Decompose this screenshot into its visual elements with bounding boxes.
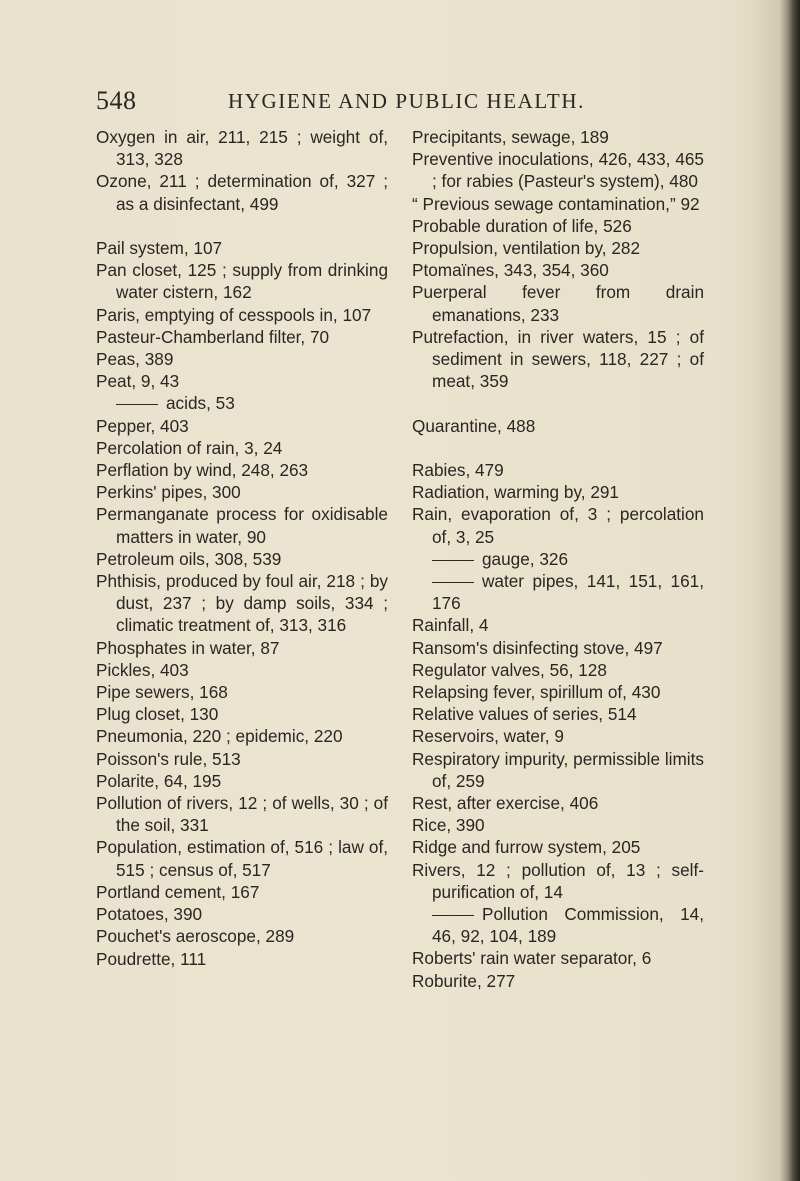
repeat-dash bbox=[432, 560, 474, 561]
index-entry bbox=[96, 437, 388, 459]
index-entry bbox=[412, 237, 704, 259]
index-entry-text: Perkins' pipes, 300 bbox=[96, 482, 241, 503]
index-entry-text: Phthisis, produced by foul air, 218 ; by dust, 237 ; by damp soils, 334 ; climatic treatment of, 313, 316 bbox=[96, 571, 388, 636]
index-entry bbox=[412, 148, 704, 192]
index-entry-text: Pouchet's aeroscope, 289 bbox=[96, 926, 295, 947]
index-entry-text: Potatoes, 390 bbox=[96, 904, 203, 925]
index-entry bbox=[96, 748, 388, 770]
index-entry bbox=[96, 925, 388, 947]
index-entry-text: Ptomaïnes, 343, 354, 360 bbox=[412, 260, 609, 281]
running-title: HYGIENE AND PUBLIC HEALTH. bbox=[228, 89, 585, 113]
index-entry bbox=[412, 259, 704, 281]
index-entry bbox=[96, 770, 388, 792]
index-entry-text: Ransom's disinfecting stove, 497 bbox=[412, 637, 663, 658]
index-entry bbox=[412, 836, 704, 858]
index-entry-text: Petroleum oils, 308, 539 bbox=[96, 548, 282, 569]
index-entry-text: Roburite, 277 bbox=[412, 970, 516, 991]
index-entry-text: acids, 53 bbox=[166, 393, 235, 414]
index-entry bbox=[412, 326, 704, 393]
index-entry-text: Pneumonia, 220 ; epidemic, 220 bbox=[96, 726, 343, 747]
index-entry bbox=[412, 814, 704, 836]
index-entry-text: Ridge and furrow system, 205 bbox=[412, 837, 641, 858]
index-entry bbox=[96, 637, 388, 659]
index-entry-text: Puerperal fever from drain emanations, 233 bbox=[412, 282, 704, 325]
index-entry-text: Poisson's rule, 513 bbox=[96, 748, 241, 769]
index-entry-text: Propulsion, ventilation by, 282 bbox=[412, 238, 641, 259]
index-column-left bbox=[96, 126, 388, 970]
index-entry bbox=[412, 126, 704, 148]
index-entry bbox=[96, 237, 388, 259]
index-entry bbox=[96, 170, 388, 214]
index-entry-text: Probable duration of life, 526 bbox=[412, 215, 632, 236]
index-entry bbox=[96, 126, 388, 170]
index-entry-text: Pan closet, 125 ; supply from drinking water cistern, 162 bbox=[96, 260, 388, 303]
index-entry bbox=[412, 548, 704, 570]
index-entry bbox=[96, 659, 388, 681]
index-entry-text: gauge, 326 bbox=[482, 548, 569, 569]
index-entry-text: Relapsing fever, spirillum of, 430 bbox=[412, 682, 661, 703]
index-entry-text: Relative values of series, 514 bbox=[412, 704, 637, 725]
index-entry-text: Rain, evaporation of, 3 ; percolation of, 3, 25 bbox=[412, 504, 704, 547]
index-entry-text: Quarantine, 488 bbox=[412, 415, 536, 436]
index-entry bbox=[96, 903, 388, 925]
index-entry-text: Ozone, 211 ; determination of, 327 ; as a disinfectant, 499 bbox=[96, 171, 388, 214]
index-entry bbox=[96, 392, 388, 414]
index-entry bbox=[412, 614, 704, 636]
index-entry bbox=[96, 681, 388, 703]
index-entry-text: Pepper, 403 bbox=[96, 415, 189, 436]
index-entry-text: Radiation, warming by, 291 bbox=[412, 482, 619, 503]
index-entry-text: Rest, after exercise, 406 bbox=[412, 793, 599, 814]
index-entry-text: Rivers, 12 ; pollution of, 13 ; self-purification of, 14 bbox=[412, 859, 704, 902]
index-entry-text: Pipe sewers, 168 bbox=[96, 682, 228, 703]
index-entry bbox=[412, 503, 704, 547]
index-entry bbox=[412, 215, 704, 237]
index-entry bbox=[412, 659, 704, 681]
index-entry bbox=[96, 570, 388, 637]
index-entry bbox=[412, 193, 704, 215]
index-entry-text: Pickles, 403 bbox=[96, 659, 189, 680]
index-entry bbox=[412, 859, 704, 903]
index-entry-text: Oxygen in air, 211, 215 ; weight of, 313, 328 bbox=[96, 127, 388, 170]
index-entry-text: Preventive inoculations, 426, 433, 465 ; for rabies (Pasteur's system), 480 bbox=[412, 149, 704, 192]
index-entry-text: Rainfall, 4 bbox=[412, 615, 489, 636]
index-entry bbox=[412, 792, 704, 814]
index-entry bbox=[96, 370, 388, 392]
index-entry-text: Pasteur-Chamberland filter, 70 bbox=[96, 326, 330, 347]
index-entry bbox=[96, 836, 388, 880]
index-entry bbox=[412, 281, 704, 325]
index-entry-text: Population, estimation of, 516 ; law of, 515 ; census of, 517 bbox=[96, 837, 388, 880]
index-entry-text: Perflation by wind, 248, 263 bbox=[96, 460, 309, 481]
index-entry bbox=[412, 725, 704, 747]
index-entry-text: Precipitants, sewage, 189 bbox=[412, 127, 609, 147]
index-entry bbox=[96, 481, 388, 503]
index-entry-text: Putrefaction, in river waters, 15 ; of sediment in sewers, 118, 227 ; of meat, 359 bbox=[412, 326, 704, 392]
index-entry-text: Rabies, 479 bbox=[412, 460, 504, 481]
index-entry-text: Polarite, 64, 195 bbox=[96, 770, 222, 791]
index-entry-text: Reservoirs, water, 9 bbox=[412, 726, 564, 747]
repeat-dash bbox=[432, 582, 474, 583]
index-entry-text: “ Previous sewage contamination,” 92 bbox=[412, 193, 700, 214]
index-entry bbox=[412, 681, 704, 703]
index-entry bbox=[412, 903, 704, 947]
index-entry-text: Pail system, 107 bbox=[96, 238, 223, 258]
index-entry-text: Peas, 389 bbox=[96, 349, 174, 370]
index-entry-text: Peat, 9, 43 bbox=[96, 371, 180, 392]
index-entry-text: Regulator valves, 56, 128 bbox=[412, 659, 607, 680]
index-entry bbox=[96, 503, 388, 547]
index-entry bbox=[96, 881, 388, 903]
index-entry-text: Poudrette, 111 bbox=[96, 948, 207, 969]
index-entry bbox=[96, 548, 388, 570]
index-entry-text: Permanganate process for oxidisable matters in water, 90 bbox=[96, 504, 388, 547]
index-entry-text: water pipes, 141, 151, 161, 176 bbox=[432, 571, 704, 614]
index-entry bbox=[96, 725, 388, 747]
index-entry bbox=[96, 304, 388, 326]
index-entry-text: Pollution of rivers, 12 ; of wells, 30 ; of the soil, 331 bbox=[96, 793, 388, 836]
index-entry-text: Respiratory impurity, permissible limits of, 259 bbox=[412, 748, 704, 791]
index-entry bbox=[96, 459, 388, 481]
page-edge-shadow bbox=[754, 0, 800, 1181]
page-header bbox=[0, 86, 800, 118]
index-entry bbox=[96, 703, 388, 725]
index-entry bbox=[412, 481, 704, 503]
page-number: 548 bbox=[96, 86, 137, 115]
index-column-right bbox=[412, 126, 704, 992]
repeat-dash bbox=[432, 915, 474, 916]
index-entry bbox=[412, 970, 704, 992]
index-entry bbox=[412, 637, 704, 659]
index-entry-text: Paris, emptying of cesspools in, 107 bbox=[96, 304, 372, 325]
index-entry-text: Plug closet, 130 bbox=[96, 704, 219, 725]
index-entry-text: Percolation of rain, 3, 24 bbox=[96, 437, 283, 458]
index-entry-text: Roberts' rain water separator, 6 bbox=[412, 948, 652, 969]
index-entry-text: Portland cement, 167 bbox=[96, 881, 260, 902]
index-entry-text: Phosphates in water, 87 bbox=[96, 637, 280, 658]
index-entry bbox=[96, 792, 388, 836]
index-entry bbox=[96, 326, 388, 348]
index-entry bbox=[412, 748, 704, 792]
index-entry bbox=[412, 570, 704, 614]
repeat-dash bbox=[116, 404, 158, 405]
index-entry bbox=[96, 259, 388, 303]
index-entry bbox=[412, 415, 704, 437]
index-entry-text: Rice, 390 bbox=[412, 815, 485, 836]
index-entry bbox=[96, 348, 388, 370]
index-entry bbox=[412, 459, 704, 481]
index-entry bbox=[412, 947, 704, 969]
index-entry bbox=[412, 703, 704, 725]
index-entry bbox=[96, 948, 388, 970]
index-entry-text: Pollution Commission, 14, 46, 92, 104, 189 bbox=[432, 904, 704, 947]
index-entry bbox=[96, 415, 388, 437]
